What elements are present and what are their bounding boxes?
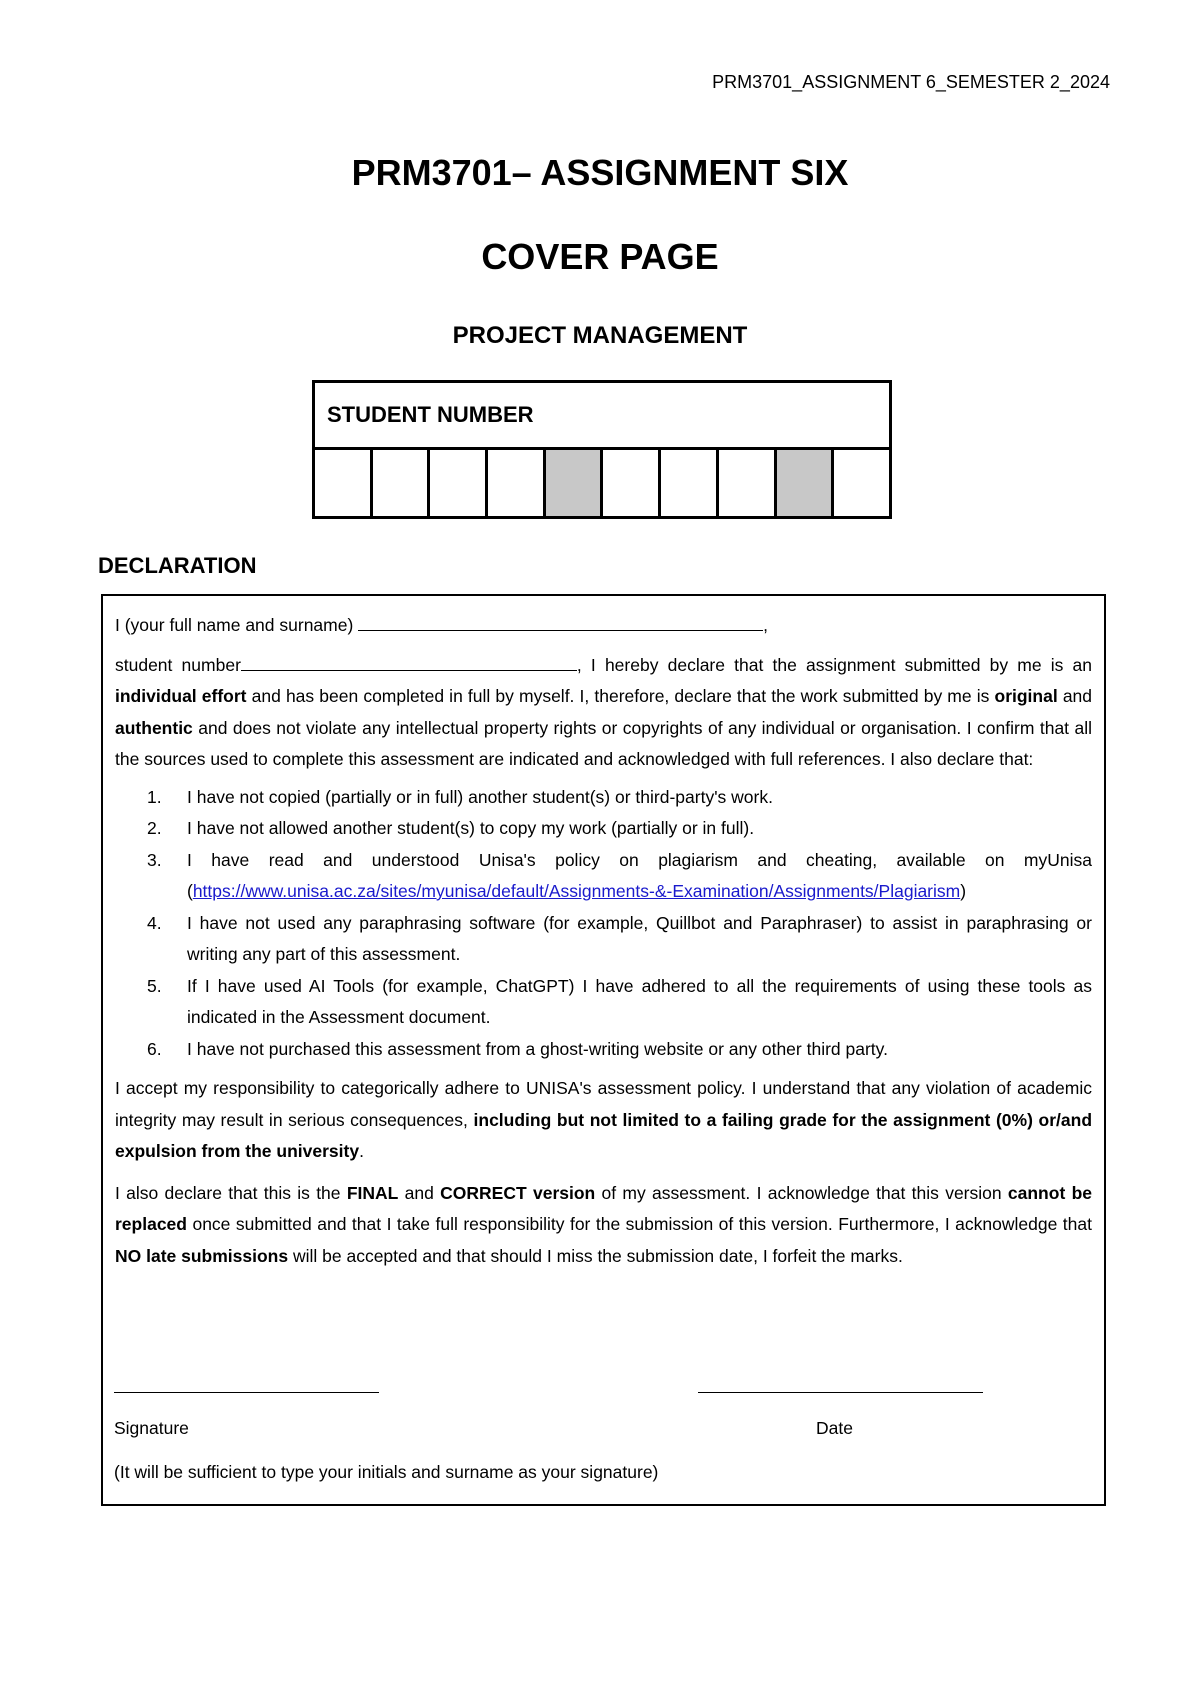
- student-number-digit-cell[interactable]: [371, 449, 429, 518]
- signature-note: (It will be sufficient to type your initials and surname as your signature): [114, 1462, 659, 1482]
- p3-bold: FINAL: [346, 1182, 399, 1203]
- course-reference: PRM3701_ASSIGNMENT 6_SEMESTER 2_2024: [712, 72, 1110, 92]
- list-number: 4.: [147, 912, 162, 933]
- name-line-suffix: ,: [763, 615, 769, 635]
- list-item: [147, 1034, 1092, 1066]
- student-number-table: [312, 380, 892, 519]
- p1-bold: authentic: [115, 717, 193, 738]
- declaration-list: [115, 782, 1092, 1066]
- student-number-digit-cell[interactable]: [602, 449, 660, 518]
- p1-text: and does not violate any intellectual property rights or copyrights of any individual or organisation. I confirm that all the sources used to complete this assessment are indicated and acknowledged with full references. I also declare that:: [115, 717, 1092, 769]
- p3-text: of my assessment. I acknowledge that this version: [595, 1182, 1008, 1203]
- list-item: [147, 782, 1092, 814]
- p3-text: I also declare that this is the: [115, 1182, 347, 1203]
- list-text: I have read and understood Unisa's policy on plagiarism and cheating, available on myUnisa (: [187, 849, 1092, 901]
- p1-text: and has been completed in full by myself. I, therefore, declare that the work submitted by me is: [246, 686, 995, 706]
- p3-text: once submitted and that I take full responsibility for the submission of this version. Furthermore, I acknowledge that: [186, 1214, 1092, 1234]
- name-line-prefix: I (your full name and surname): [115, 615, 359, 635]
- document-title: PRM3701– ASSIGNMENT SIX: [351, 152, 849, 193]
- signature-line[interactable]: [114, 1391, 379, 1393]
- p2-text: .: [359, 1141, 364, 1161]
- subject-title: PROJECT MANAGEMENT: [452, 322, 748, 349]
- p3-bold: NO late submissions: [115, 1245, 289, 1266]
- list-number: 1.: [147, 786, 162, 807]
- student-number-digit-cell[interactable]: [833, 449, 891, 518]
- student-number-prefix: student number: [115, 654, 241, 675]
- p1-text: , I hereby declare that the assignment submitted by me is an: [576, 654, 1093, 675]
- list-text: I have not purchased this assessment from a ghost-writing website or any other third party.: [187, 1038, 888, 1059]
- list-item: [147, 845, 1092, 908]
- student-number-digit-cell-shaded[interactable]: [775, 449, 833, 518]
- full-name-blank[interactable]: [358, 610, 763, 631]
- student-number-digit-cell[interactable]: [717, 449, 775, 518]
- declaration-paragraph-3: [115, 1178, 1092, 1273]
- declaration-paragraph-1: [115, 650, 1092, 776]
- list-text: ): [960, 881, 967, 901]
- declaration-heading: DECLARATION: [98, 553, 257, 578]
- student-number-blank[interactable]: [241, 650, 577, 671]
- list-item: [147, 908, 1092, 971]
- list-text: If I have used AI Tools (for example, ChatGPT) I have adhered to all the requirements of using these tools as indicated in the Assessment document.: [187, 975, 1092, 1027]
- list-item: [147, 971, 1092, 1034]
- p1-bold: original: [994, 686, 1058, 706]
- list-number: 6.: [147, 1038, 162, 1059]
- date-label: Date: [816, 1418, 853, 1438]
- student-number-digit-cell[interactable]: [487, 449, 545, 518]
- cover-page-title: COVER PAGE: [481, 236, 719, 277]
- plagiarism-policy-link[interactable]: https://www.unisa.ac.za/sites/myunisa/default/Assignments-&-Examination/Assignments/Plagiarism: [192, 881, 961, 901]
- list-text: I have not copied (partially or in full) another student(s) or third-party's work.: [187, 786, 773, 807]
- list-number: 3.: [147, 849, 162, 870]
- list-text: I have not allowed another student(s) to copy my work (partially or in full).: [187, 818, 755, 838]
- p2-text: I accept my responsibility to categorically adhere to UNISA's assessment policy. I understand that any violation of academic integrity may result in serious consequences,: [115, 1078, 1092, 1130]
- declaration-box: [101, 594, 1106, 1506]
- student-number-digit-cell[interactable]: [429, 449, 487, 518]
- student-number-label: STUDENT NUMBER: [314, 382, 891, 449]
- date-line[interactable]: [698, 1391, 983, 1393]
- signature-label: Signature: [114, 1418, 189, 1438]
- name-line: [115, 610, 1092, 642]
- p3-bold: CORRECT version: [440, 1182, 596, 1203]
- p3-text: will be accepted and that should I miss the submission date, I forfeit the marks.: [288, 1245, 903, 1266]
- list-number: 5.: [147, 975, 162, 996]
- declaration-paragraph-2: [115, 1073, 1092, 1168]
- list-number: 2.: [147, 818, 162, 838]
- student-number-digit-cell-shaded[interactable]: [544, 449, 602, 518]
- p1-bold: individual effort: [115, 686, 247, 706]
- p2-bold: including but not limited to a failing grade for the assignment (0%) or/and expulsion from the university: [115, 1109, 1093, 1161]
- list-item: [147, 813, 1092, 845]
- p1-text: and: [1057, 686, 1093, 706]
- p3-text: and: [398, 1182, 441, 1203]
- student-number-digit-cell[interactable]: [660, 449, 718, 518]
- list-text: I have not used any paraphrasing software (for example, Quillbot and Paraphraser) to assist in paraphrasing or writing any part of this assessment.: [187, 912, 1092, 964]
- p3-bold: cannot be replaced: [115, 1182, 1092, 1234]
- student-number-digit-cell[interactable]: [314, 449, 372, 518]
